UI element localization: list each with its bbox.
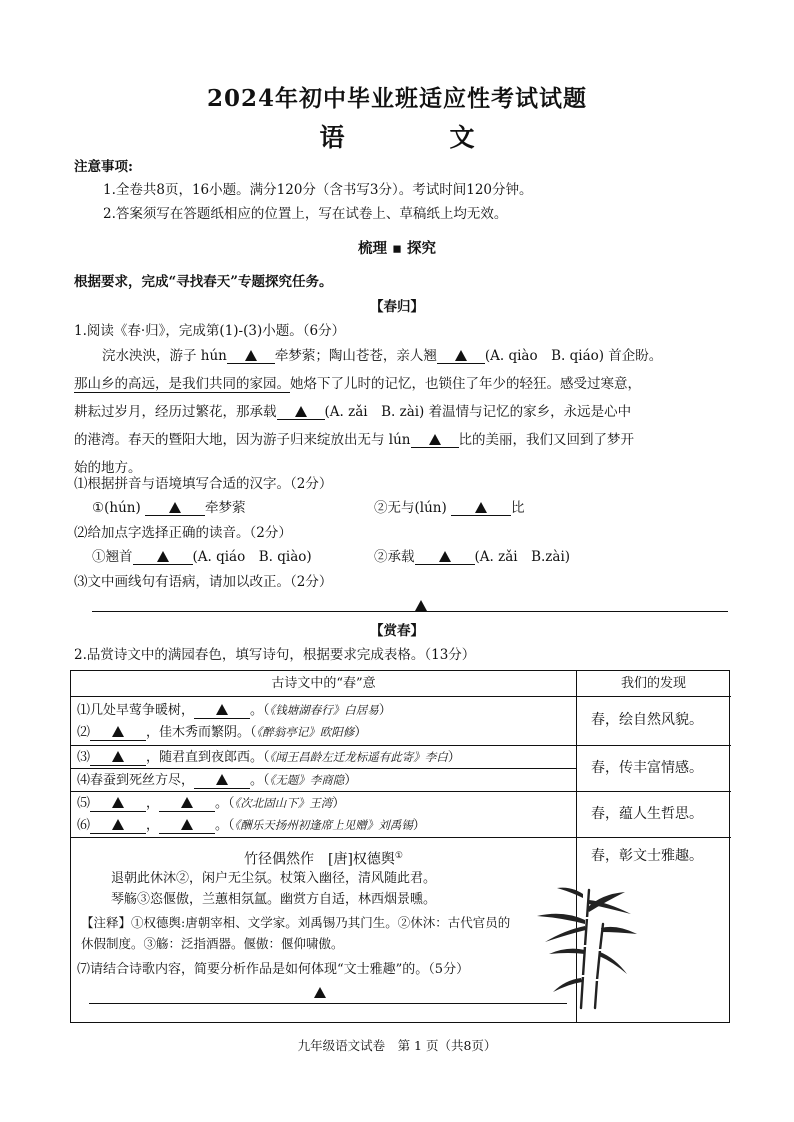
row-1b-text: ，佳木秀而繁阴。 [146,725,251,740]
row-1b-prefix: ⑵ [77,725,91,740]
sub-1a-prefix: ①(hún) [92,500,141,516]
passage-line-2b: 她烙下了儿时的记忆，也锁住了年少的轻狂。感受过寒意， [290,376,641,392]
row-2b-text: ⑷春蚕到死丝方尽， [77,773,195,788]
row-3a-source: 《次北固山下》王湾 [234,796,333,810]
triangle-icon [112,819,124,830]
table-header-findings: 我们的发现 [620,676,686,691]
section-intro: 根据要求，完成“寻找春天”专题探究任务。 [74,274,333,290]
sub-2b-prefix: ②承载 [374,549,415,565]
triangle-icon [415,600,427,611]
answer-blank-2a[interactable] [133,550,193,565]
finding-4: 春，彰文士雅趣。 [591,848,703,864]
passage-line-5: 始的地方。 [74,460,142,476]
passage-line-1c: (A. qiào B. qiáo) 首企盼。 [484,348,663,364]
sub-question-2: ⑵给加点字选择正确的读音。（2分） [74,525,292,541]
answer-blank-r3b-1[interactable] [90,819,146,834]
row-2a-source: 《闻王昌龄左迁龙标遥有此寄》李白 [269,750,448,764]
answer-blank-1b[interactable] [451,501,511,516]
answer-blank-lun[interactable] [411,433,459,448]
answer-blank-r3a-1[interactable] [90,797,146,812]
passage-chun-gui [74,342,722,482]
row-1a-text: ⑴几处早莺争暖树， [77,703,195,718]
triangle-icon [455,350,467,361]
question-1: 1.阅读《春·归》，完成第(1)-(3)小题。（6分） [74,323,346,339]
notes-heading: 注意事项: [74,159,133,175]
passage-line-3b: (A. zǎi B. zài) 着温情与记忆的家乡，永远是心中 [324,404,632,420]
sub-question-1b [374,499,525,517]
sub-question-1: ⑴根据拼音与语境填写合适的汉字。（2分） [74,476,333,492]
triangle-icon [112,726,124,737]
answer-blank-1a[interactable] [145,501,205,516]
row-3a-prefix: ⑸ [77,796,91,811]
answer-blank-r3b-2[interactable] [159,819,215,834]
sub-1b-suffix: 比 [511,500,525,516]
row-2a-prefix: ⑶ [77,750,91,765]
answer-blank-r1b[interactable] [90,726,146,741]
poem-title [71,847,576,869]
table-row-divider [71,745,731,746]
answer-line-7[interactable] [89,1003,567,1004]
question-2: 2.品赏诗文中的满园春色，填写诗句，根据要求完成表格。（13分） [74,647,476,663]
table-row-2a: ⑶ ，随君直到夜郎西。（《闻王昌龄左迁龙标遥有此寄》李白） [77,750,461,765]
page-footer: 九年级语文试卷 第 1 页（共8页） [297,1038,497,1053]
part1-label: 【春归】 [370,299,424,315]
sub-2a-suffix: (A. qiáo B. qiào) [192,549,312,565]
table-row-3b: ⑹ ， 。（《酬乐天扬州初逢席上见赠》刘禹锡） [77,818,426,833]
answer-blank-r1a[interactable] [194,704,250,719]
answer-line-3[interactable] [92,611,728,612]
row-1a-source: 《钱塘湖春行》白居易 [269,703,379,717]
passage-line-4b: 比的美丽，我们又回到了梦开 [458,432,634,448]
finding-3: 春，蕴人生哲思。 [591,806,703,822]
triangle-icon [439,551,451,562]
table-row-1b: ⑵ ，佳木秀而繁阴。（《醉翁亭记》欧阳修） [77,725,368,740]
bamboo-ink-illustration [523,880,643,1010]
row-3b-source: 《酬乐天扬州初逢席上见赠》刘禹锡 [234,818,413,832]
triangle-icon [314,987,326,998]
table-row-divider [71,837,731,838]
triangle-icon [112,797,124,808]
triangle-icon [216,704,228,715]
row-3b-prefix: ⑹ [77,818,91,833]
answer-blank-hun[interactable] [227,349,275,364]
sub-2a-prefix: ①翘首 [92,549,133,565]
answer-blank-qiao[interactable] [437,349,485,364]
table-row-divider [71,791,731,792]
passage-line-4a: 的港湾。春天的暨阳大地，因为游子归来绽放出无与 lún [74,432,411,448]
triangle-icon [181,819,193,830]
triangle-icon [475,502,487,513]
underlined-sentence: 那山乡的高远，是我们共同的家园。 [74,376,290,392]
answer-marker-7 [314,985,326,1003]
triangle-icon [216,774,228,785]
sub-2b-suffix: (A. zǎi B.zài) [474,549,571,565]
table-row-1a: ⑴几处早莺争暖树， 。（《钱塘湖春行》白居易） [77,703,392,718]
finding-2: 春，传丰富情感。 [591,760,703,776]
table-row-2b: ⑷春蚕到死丝方尽， 。（《无题》李商隐） [77,773,358,788]
table-header-poems: 古诗文中的“春”意 [271,676,376,691]
triangle-icon [112,751,124,762]
poem-line-2: 琴觞③恣偃傲，兰蕙相氛氲。幽赏方自适，林西烟景曛。 [111,892,437,907]
exam-subject: 语 文 [319,123,515,152]
answer-blank-r3a-2[interactable] [159,797,215,812]
part2-label: 【赏春】 [370,623,424,639]
triangle-icon [429,434,441,445]
poem-annotation-2: 休假制度。③觞：泛指酒器。偃傲：偃仰啸傲。 [81,936,344,951]
section-title: 梳理 ▪ 探究 [358,240,436,257]
triangle-icon [157,551,169,562]
triangle-icon [169,502,181,513]
answer-marker-3 [415,597,427,615]
poem-annotation-1: 【注释】①权德舆:唐朝宰相、文学家。刘禹锡乃其门生。②休沐：古代官员的 [81,915,511,930]
passage-line-3a: 耕耘过岁月，经历过繁花，那承载 [74,404,277,420]
sub-question-2b [374,548,570,566]
question-7: ⑺请结合诗歌内容，简要分析作品是如何体现“文士雅趣”的。（5分） [77,962,470,977]
answer-blank-2b[interactable] [415,550,475,565]
row-2b-source: 《无题》李商隐 [269,773,345,787]
table-subrow-divider [71,768,576,769]
table-header-divider [71,696,731,697]
sub-question-3: ⑶文中画线句有语病，请加以改正。（2分） [74,574,333,590]
answer-blank-r2a[interactable] [90,751,146,766]
triangle-icon [245,350,257,361]
triangle-icon [181,797,193,808]
passage-line-1b: 牵梦萦；陶山苍苍，亲人翘 [274,348,437,364]
exam-title: 2024年初中毕业班适应性考试试题 [206,85,587,112]
poem-line-1: 退朝此休沐②，闲户无尘氛。杖策入幽径，清风随此君。 [111,871,437,886]
table-row-3a: ⑸ ， 。（《次北固山下》王湾） [77,796,346,811]
note-item-2: 2.答案须写在答题纸相应的位置上，写在试卷上、草稿纸上均无效。 [103,206,508,222]
passage-line-1a: 浣水泱泱，游子 hún [102,348,227,364]
note-item-1: 1.全卷共8页，16小题。满分120分（含书写3分）。考试时间120分钟。 [103,182,533,198]
row-1b-source: 《醉翁亭记》欧阳修 [256,725,355,739]
sub-question-2a [92,548,312,566]
answer-blank-r2b[interactable] [194,774,250,789]
sub-question-1a [92,499,246,517]
poem-title-text: 竹径偶然作 [唐]权德舆 [243,851,395,868]
triangle-icon [295,406,307,417]
finding-1: 春，绘自然风貌。 [591,712,703,728]
row-2a-text: ，随君直到夜郎西。 [146,750,264,765]
answer-blank-zai[interactable] [277,405,325,420]
sub-1b-prefix: ②无与(lún) [374,500,447,516]
sub-1a-suffix: 牵梦萦 [205,500,246,516]
poem-title-note-mark: ① [394,851,403,861]
